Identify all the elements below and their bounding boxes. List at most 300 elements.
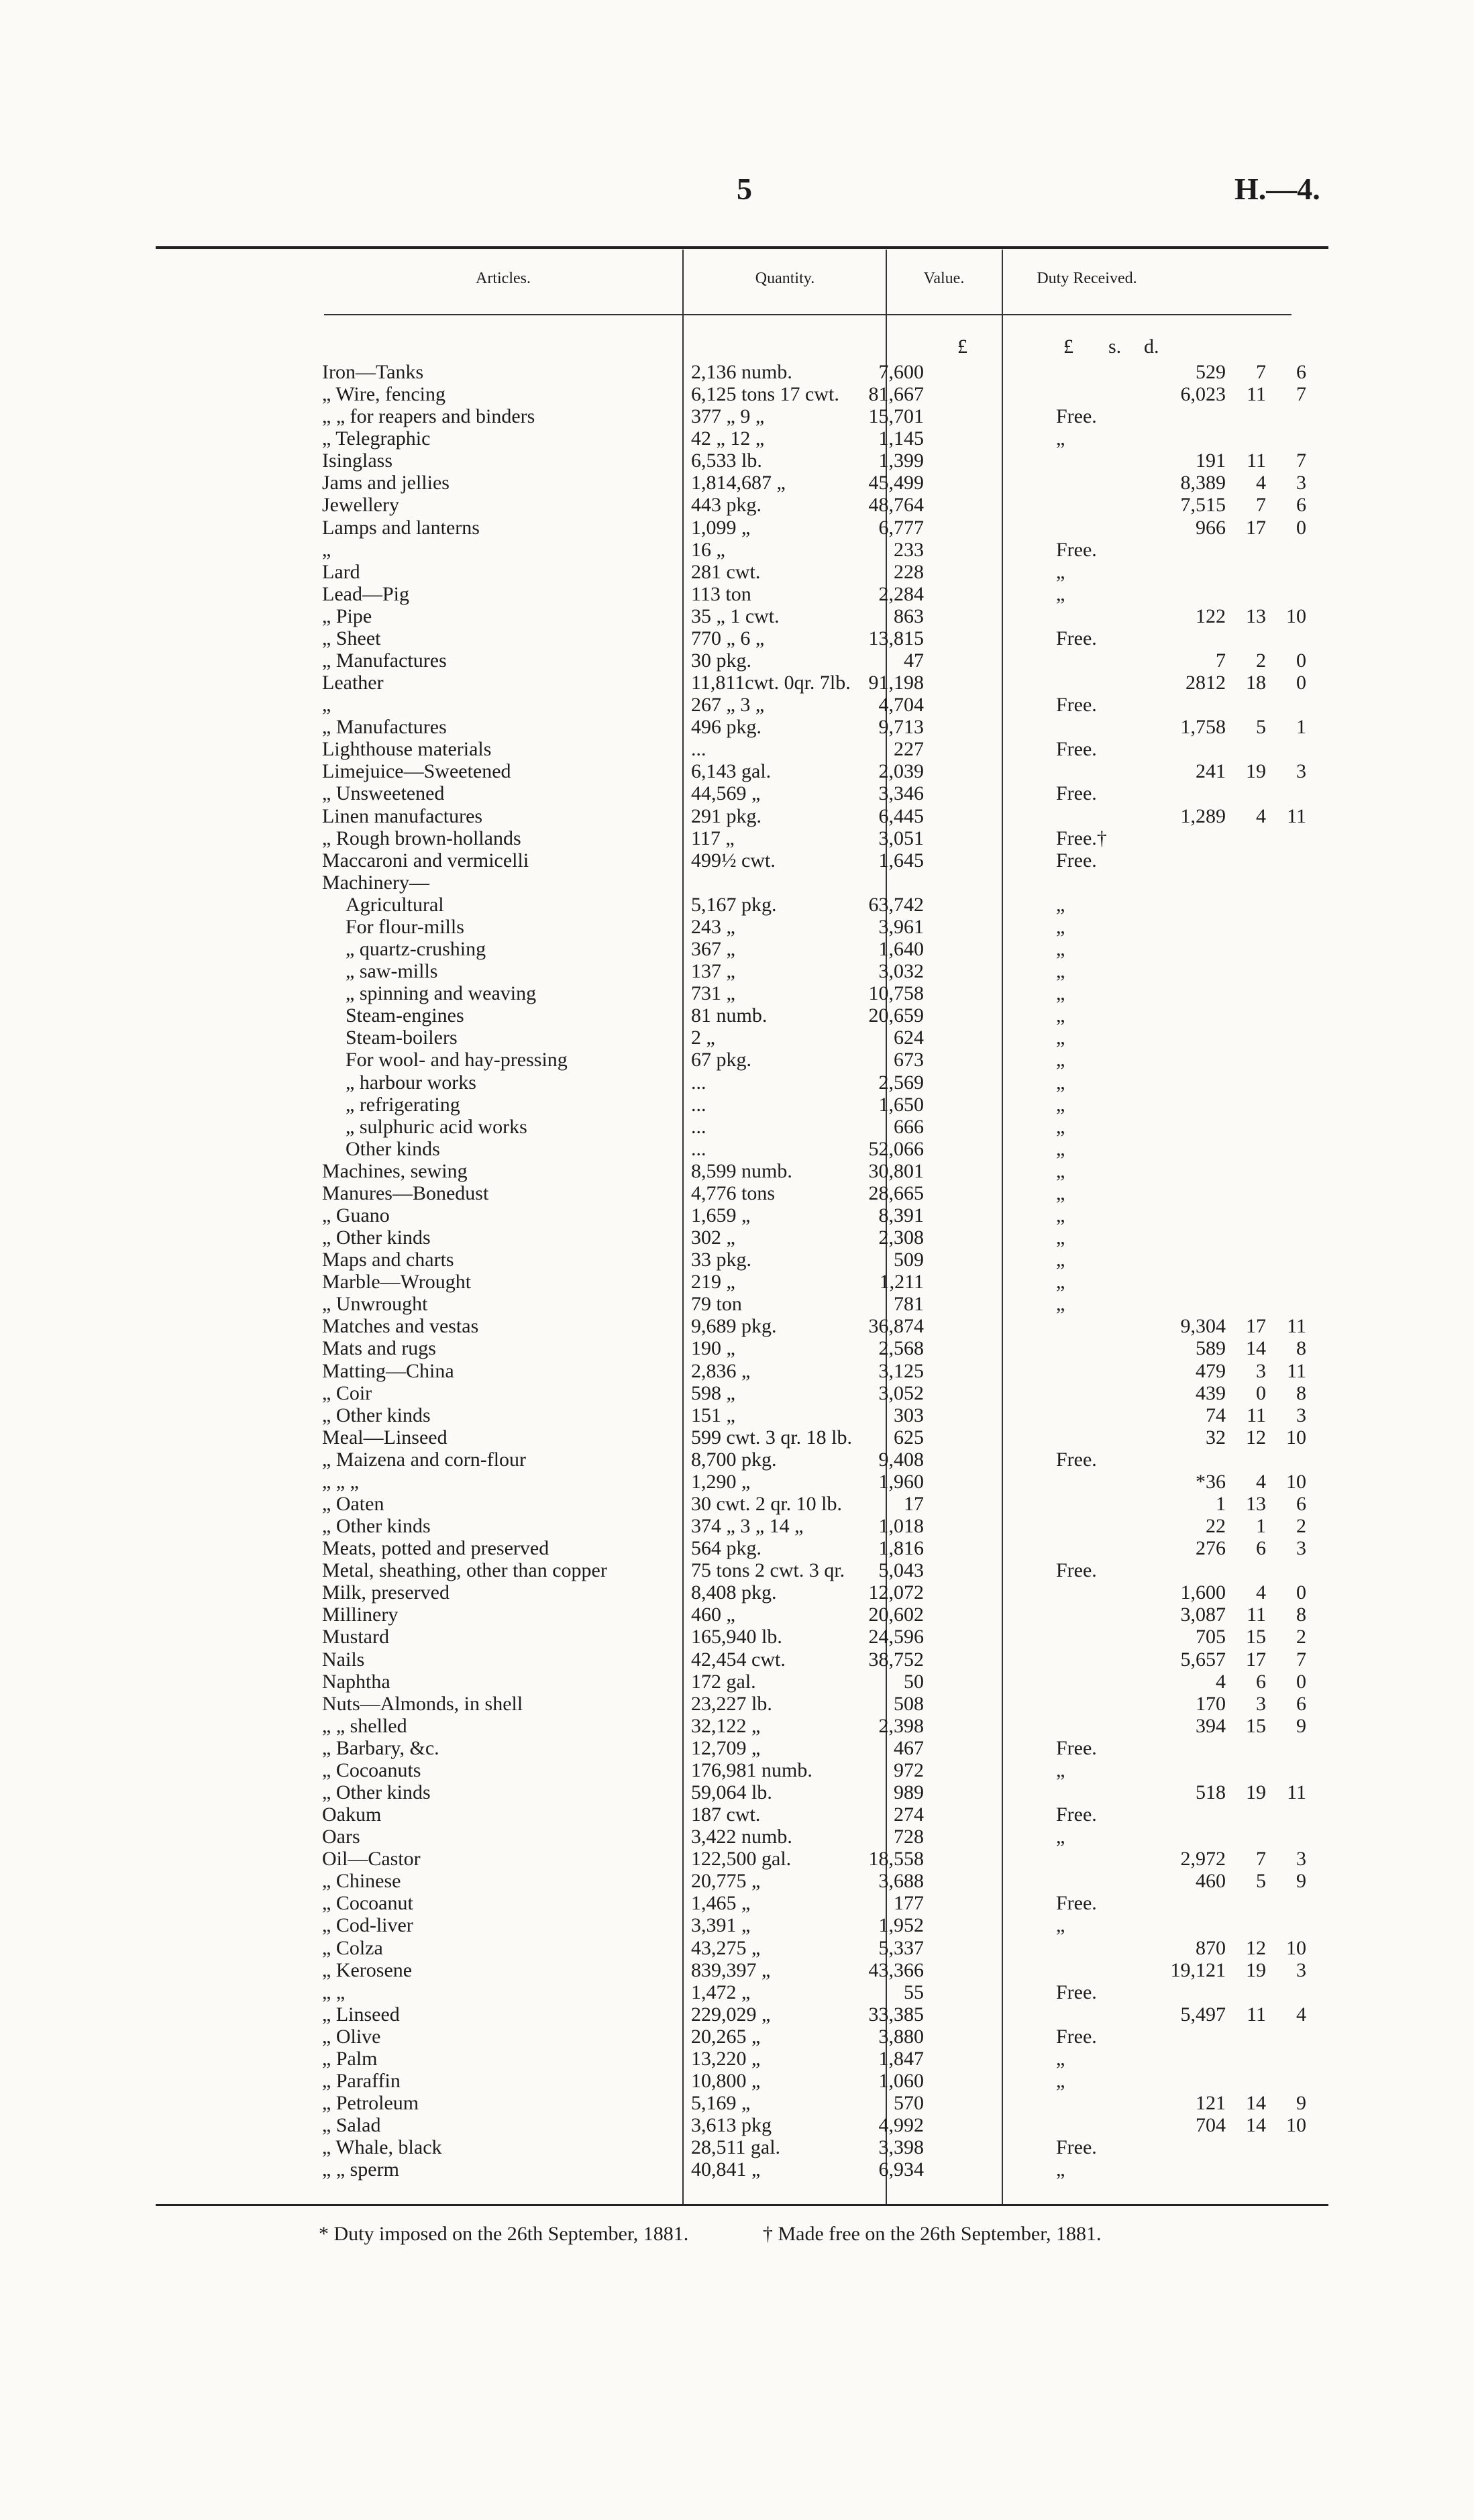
duty-pence: 0 xyxy=(1296,649,1306,672)
table-row xyxy=(0,1426,1474,1449)
value-cell: 48,764 xyxy=(868,494,924,517)
article-cell: Iron—Tanks xyxy=(322,361,424,383)
duty-cell xyxy=(1013,2114,1333,2136)
table-row xyxy=(0,938,1474,960)
table-row xyxy=(0,1404,1474,1426)
quantity-cell: 499½ cwt. xyxy=(691,849,776,872)
duty-pounds: 704 xyxy=(1196,2114,1226,2137)
duty-shillings: 15 xyxy=(1246,1714,1266,1737)
article-cell: Lard xyxy=(322,560,360,583)
duty-pounds: 22 xyxy=(1206,1515,1226,1538)
duty-cell xyxy=(1013,1626,1333,1648)
quantity-cell: 731 „ xyxy=(691,982,735,1005)
quantity-cell: 151 „ xyxy=(691,1404,735,1426)
quantity-cell: 460 „ xyxy=(691,1604,735,1626)
quantity-cell: 2 „ xyxy=(691,1027,715,1049)
value-cell: 2,568 xyxy=(878,1337,924,1360)
table-row xyxy=(0,782,1474,804)
article-cell: „ Salad xyxy=(322,2114,381,2137)
table-row xyxy=(0,405,1474,427)
duty-pence: 7 xyxy=(1296,383,1306,406)
duty-shillings: 14 xyxy=(1246,2092,1266,2115)
quantity-cell: 8,408 pkg. xyxy=(691,1581,777,1604)
duty-pounds: 966 xyxy=(1196,516,1226,539)
duty-shillings: 11 xyxy=(1247,1604,1266,1626)
quantity-cell: 1,659 „ xyxy=(691,1204,751,1226)
duty-note: Free. xyxy=(1056,1559,1097,1582)
article-cell: Limejuice—Sweetened xyxy=(322,760,511,783)
quantity-cell: 1,814,687 „ xyxy=(691,472,786,494)
duty-cell xyxy=(1013,716,1333,738)
header-underline xyxy=(324,314,1292,315)
article-cell: „ quartz-crushing xyxy=(346,938,486,961)
quantity-cell: 75 tons 2 cwt. 3 qr. xyxy=(691,1559,845,1582)
value-cell: 3,398 xyxy=(878,2136,924,2159)
article-cell: Mats and rugs xyxy=(322,1337,436,1360)
duty-pence: 10 xyxy=(1286,2114,1306,2137)
duty-cell xyxy=(1013,2003,1333,2026)
duty-note: „ xyxy=(1056,893,1065,916)
table-row xyxy=(0,1360,1474,1382)
value-cell: 15,701 xyxy=(868,405,924,428)
duty-cell xyxy=(1013,1404,1333,1426)
duty-pence: 7 xyxy=(1296,1648,1306,1671)
article-cell: Mustard xyxy=(322,1626,389,1648)
quantity-cell: 374 „ 3 „ 14 „ xyxy=(691,1515,804,1538)
unit-duty-pence: d. xyxy=(1144,335,1159,358)
quantity-cell: 1,465 „ xyxy=(691,1892,751,1915)
duty-pence: 1 xyxy=(1296,716,1306,739)
quantity-cell: 219 „ xyxy=(691,1271,735,1294)
duty-cell xyxy=(1013,1182,1333,1204)
table-row xyxy=(0,1914,1474,1936)
value-cell: 52,066 xyxy=(868,1137,924,1160)
article-cell: Lead—Pig xyxy=(322,582,409,605)
quantity-cell: 496 pkg. xyxy=(691,716,761,739)
article-cell: Isinglass xyxy=(322,450,392,472)
duty-shillings: 17 xyxy=(1246,1315,1266,1338)
table-row xyxy=(0,1759,1474,1781)
duty-shillings: 4 xyxy=(1256,1470,1266,1493)
table-row xyxy=(0,1049,1474,1071)
table-row xyxy=(0,605,1474,627)
article-cell: For flour-mills xyxy=(346,915,464,938)
table-row xyxy=(0,1182,1474,1204)
duty-note: „ xyxy=(1056,1071,1065,1094)
quantity-cell: 176,981 numb. xyxy=(691,1758,812,1781)
duty-note: „ xyxy=(1056,2070,1065,2093)
table-row xyxy=(0,1803,1474,1826)
table-row xyxy=(0,738,1474,760)
duty-pence: 6 xyxy=(1296,1492,1306,1515)
quantity-cell: 79 ton xyxy=(691,1293,742,1316)
duty-note: Free. xyxy=(1056,538,1097,561)
value-cell: 4,704 xyxy=(878,694,924,717)
article-cell: „ Paraffin xyxy=(322,2070,401,2093)
value-cell: 55 xyxy=(904,1981,924,2003)
duty-cell xyxy=(1013,1360,1333,1382)
duty-cell xyxy=(1013,894,1333,916)
value-cell: 467 xyxy=(894,1736,924,1759)
duty-pounds: 439 xyxy=(1196,1381,1226,1404)
duty-pence: 3 xyxy=(1296,1404,1306,1426)
duty-shillings: 7 xyxy=(1256,494,1266,517)
duty-note: „ xyxy=(1056,560,1065,583)
duty-shillings: 17 xyxy=(1246,516,1266,539)
quantity-cell: 30 pkg. xyxy=(691,649,751,672)
quantity-cell: 267 „ 3 „ xyxy=(691,694,765,717)
duty-pence: 6 xyxy=(1296,361,1306,383)
duty-cell xyxy=(1013,2048,1333,2070)
table-row xyxy=(0,472,1474,494)
quantity-cell: 40,841 „ xyxy=(691,2158,761,2181)
duty-cell xyxy=(1013,494,1333,516)
duty-note: „ xyxy=(1056,1027,1065,1049)
duty-pounds: 589 xyxy=(1196,1337,1226,1360)
table-row xyxy=(0,494,1474,516)
duty-cell xyxy=(1013,849,1333,872)
value-cell: 33,385 xyxy=(868,2003,924,2026)
table-row xyxy=(0,1204,1474,1226)
quantity-cell: 23,227 lb. xyxy=(691,1692,772,1715)
duty-pence: 10 xyxy=(1286,1470,1306,1493)
table-row xyxy=(0,872,1474,894)
quantity-cell: 281 cwt. xyxy=(691,560,761,583)
quantity-cell: 187 cwt. xyxy=(691,1803,761,1826)
duty-cell xyxy=(1013,427,1333,450)
article-cell: „ Guano xyxy=(322,1204,390,1226)
article-cell: Steam-engines xyxy=(346,1004,464,1027)
table-row xyxy=(0,1293,1474,1315)
article-cell: Millinery xyxy=(322,1604,399,1626)
article-cell: Meal—Linseed xyxy=(322,1426,448,1449)
duty-cell xyxy=(1013,1914,1333,1936)
article-cell: Marble—Wrought xyxy=(322,1271,472,1294)
duty-pence: 6 xyxy=(1296,1692,1306,1715)
duty-cell xyxy=(1013,1337,1333,1359)
value-cell: 24,596 xyxy=(868,1626,924,1648)
value-cell: 13,815 xyxy=(868,627,924,649)
duty-cell xyxy=(1013,1249,1333,1271)
value-cell: 570 xyxy=(894,2092,924,2115)
duty-cell xyxy=(1013,1981,1333,2003)
duty-note: „ xyxy=(1056,2047,1065,2070)
duty-cell xyxy=(1013,361,1333,383)
duty-pounds: 121 xyxy=(1196,2092,1226,2115)
quantity-cell: 3,613 pkg xyxy=(691,2114,772,2137)
table-row xyxy=(0,716,1474,738)
duty-cell xyxy=(1013,2026,1333,2048)
duty-cell xyxy=(1013,1004,1333,1027)
value-cell: 1,211 xyxy=(879,1271,924,1294)
duty-pence: 3 xyxy=(1296,1958,1306,1981)
footnote-duty-imposed: * Duty imposed on the 26th September, 1881. xyxy=(319,2223,689,2245)
duty-note: Free. xyxy=(1056,405,1097,428)
value-cell: 509 xyxy=(894,1249,924,1271)
article-cell: „ „ xyxy=(322,1981,346,2003)
quantity-cell: 1,099 „ xyxy=(691,516,751,539)
unit-duty-pounds: £ xyxy=(1063,335,1073,358)
value-cell: 3,961 xyxy=(878,915,924,938)
duty-pounds: 8,389 xyxy=(1180,472,1226,494)
table-row xyxy=(0,1848,1474,1870)
duty-pence: 9 xyxy=(1296,1714,1306,1737)
quantity-cell: 122,500 gal. xyxy=(691,1848,792,1871)
duty-pence: 9 xyxy=(1296,1870,1306,1893)
duty-shillings: 4 xyxy=(1256,1581,1266,1604)
article-cell: Agricultural xyxy=(346,893,444,916)
duty-pounds: 1,600 xyxy=(1180,1581,1226,1604)
article-cell: „ harbour works xyxy=(346,1071,476,1094)
table-row xyxy=(0,1160,1474,1182)
duty-cell xyxy=(1013,805,1333,827)
table-row xyxy=(0,894,1474,916)
quantity-cell: 42 „ 12 „ xyxy=(691,427,765,450)
column-header-duty: Duty Received. xyxy=(1037,270,1137,287)
duty-note: Free. xyxy=(1056,1981,1097,2003)
duty-note: „ xyxy=(1056,1204,1065,1226)
value-cell: 2,398 xyxy=(878,1714,924,1737)
value-cell: 63,742 xyxy=(868,893,924,916)
quantity-cell: 291 pkg. xyxy=(691,804,761,827)
duty-shillings: 14 xyxy=(1246,1337,1266,1360)
duty-cell xyxy=(1013,1116,1333,1138)
duty-pence: 3 xyxy=(1296,1537,1306,1560)
article-cell: „ Cod-liver xyxy=(322,1914,413,1937)
table-row xyxy=(0,1471,1474,1493)
value-cell: 12,072 xyxy=(868,1581,924,1604)
duty-note: Free. xyxy=(1056,1892,1097,1915)
quantity-cell: 35 „ 1 cwt. xyxy=(691,605,780,627)
article-cell: „ Colza xyxy=(322,1936,383,1959)
article-cell: „ Maizena and corn-flour xyxy=(322,1448,527,1471)
article-cell: Maps and charts xyxy=(322,1249,454,1271)
duty-pounds: 5,497 xyxy=(1180,2003,1226,2026)
duty-shillings: 3 xyxy=(1256,1692,1266,1715)
duty-pounds: 529 xyxy=(1196,361,1226,383)
duty-shillings: 11 xyxy=(1247,2003,1266,2026)
duty-note: „ xyxy=(1056,1093,1065,1116)
article-cell: „ spinning and weaving xyxy=(346,982,537,1005)
quantity-cell: 229,029 „ xyxy=(691,2003,771,2026)
table-row xyxy=(0,849,1474,872)
article-cell: „ Sheet xyxy=(322,627,381,649)
duty-pounds: 9,304 xyxy=(1180,1315,1226,1338)
duty-note: „ xyxy=(1056,1137,1065,1160)
duty-pounds: 5,657 xyxy=(1180,1648,1226,1671)
duty-pence: 10 xyxy=(1286,605,1306,627)
article-cell: „ saw-mills xyxy=(346,960,438,983)
article-cell: Jewellery xyxy=(322,494,399,517)
duty-cell xyxy=(1013,1204,1333,1226)
quantity-cell: 30 cwt. 2 qr. 10 lb. xyxy=(691,1492,842,1515)
duty-shillings: 17 xyxy=(1246,1648,1266,1671)
duty-note: „ xyxy=(1056,1226,1065,1249)
duty-cell xyxy=(1013,782,1333,804)
duty-note: „ xyxy=(1056,1271,1065,1294)
duty-note: Free. xyxy=(1056,782,1097,805)
duty-note: „ xyxy=(1056,2158,1065,2181)
duty-note: „ xyxy=(1056,1293,1065,1316)
value-cell: 1,145 xyxy=(878,427,924,450)
article-cell: „ Petroleum xyxy=(322,2092,419,2115)
quantity-cell: 5,169 „ xyxy=(691,2092,751,2115)
quantity-cell: 2,136 numb. xyxy=(691,361,792,383)
article-cell: „ Coir xyxy=(322,1381,372,1404)
table-row xyxy=(0,2003,1474,2026)
duty-pounds: 170 xyxy=(1196,1692,1226,1715)
duty-note: „ xyxy=(1056,1115,1065,1138)
quantity-cell: 10,800 „ xyxy=(691,2070,761,2093)
article-cell: Other kinds xyxy=(346,1137,440,1160)
duty-note: „ xyxy=(1056,1049,1065,1071)
duty-pounds: 2812 xyxy=(1186,672,1226,694)
duty-pence: 4 xyxy=(1296,2003,1306,2026)
duty-cell xyxy=(1013,1226,1333,1249)
article-cell: „ Manufactures xyxy=(322,649,447,672)
article-cell: Matting—China xyxy=(322,1359,454,1382)
article-cell: „ Other kinds xyxy=(322,1781,431,1803)
duty-cell xyxy=(1013,1604,1333,1626)
table-row xyxy=(0,2092,1474,2114)
duty-cell xyxy=(1013,827,1333,849)
article-cell: Meats, potted and preserved xyxy=(322,1537,549,1560)
quantity-cell: 302 „ xyxy=(691,1226,735,1249)
duty-pence: 0 xyxy=(1296,1581,1306,1604)
duty-note: „ xyxy=(1056,582,1065,605)
duty-pounds: 19,121 xyxy=(1170,1958,1226,1981)
value-cell: 666 xyxy=(894,1115,924,1138)
duty-pounds: 518 xyxy=(1196,1781,1226,1803)
duty-cell xyxy=(1013,738,1333,760)
duty-shillings: 19 xyxy=(1246,1781,1266,1803)
table-row xyxy=(0,1094,1474,1116)
article-cell: „ „ „ xyxy=(322,1470,359,1493)
article-cell: „ „ sperm xyxy=(322,2158,399,2181)
duty-shillings: 11 xyxy=(1247,450,1266,472)
duty-cell xyxy=(1013,649,1333,672)
table-row xyxy=(0,2158,1474,2181)
duty-cell xyxy=(1013,1027,1333,1049)
quantity-cell: 9,689 pkg. xyxy=(691,1315,777,1338)
duty-pence: 11 xyxy=(1287,1781,1306,1803)
article-cell: „ xyxy=(322,694,331,717)
article-cell: Machines, sewing xyxy=(322,1159,468,1182)
duty-shillings: 2 xyxy=(1256,649,1266,672)
quantity-cell: 81 numb. xyxy=(691,1004,768,1027)
value-cell: 4,992 xyxy=(878,2114,924,2137)
duty-pence: 3 xyxy=(1296,760,1306,783)
duty-pounds: 870 xyxy=(1196,1936,1226,1959)
duty-pounds: 460 xyxy=(1196,1870,1226,1893)
duty-note: Free. xyxy=(1056,1448,1097,1471)
duty-note: Free. xyxy=(1056,694,1097,717)
quantity-cell: 20,265 „ xyxy=(691,2025,761,2048)
value-cell: 1,018 xyxy=(878,1515,924,1538)
duty-cell xyxy=(1013,1892,1333,1914)
table-row xyxy=(0,1737,1474,1759)
table-row xyxy=(0,2114,1474,2136)
duty-cell xyxy=(1013,1382,1333,1404)
table-row xyxy=(0,2026,1474,2048)
value-cell: 2,039 xyxy=(878,760,924,783)
column-header-articles: Articles. xyxy=(476,270,531,287)
duty-note: „ xyxy=(1056,1826,1065,1848)
table-row xyxy=(0,1693,1474,1715)
table-row xyxy=(0,1004,1474,1027)
table-row xyxy=(0,1271,1474,1293)
quantity-cell: 5,167 pkg. xyxy=(691,893,777,916)
table-row xyxy=(0,982,1474,1004)
article-cell: „ Whale, black xyxy=(322,2136,442,2159)
duty-note: „ xyxy=(1056,1914,1065,1937)
article-cell: Oil—Castor xyxy=(322,1848,421,1871)
imports-table xyxy=(0,361,1474,2181)
table-row xyxy=(0,627,1474,649)
value-cell: 45,499 xyxy=(868,472,924,494)
article-cell: „ Wire, fencing xyxy=(322,383,445,406)
duty-shillings: 7 xyxy=(1256,1848,1266,1871)
duty-pounds: 276 xyxy=(1196,1537,1226,1560)
quantity-cell: 3,391 „ xyxy=(691,1914,751,1937)
value-cell: 274 xyxy=(894,1803,924,1826)
quantity-cell: 839,397 „ xyxy=(691,1958,771,1981)
quantity-cell: 190 „ xyxy=(691,1337,735,1360)
quantity-cell: ... xyxy=(691,1137,706,1160)
duty-pounds: 394 xyxy=(1196,1714,1226,1737)
value-cell: 30,801 xyxy=(868,1159,924,1182)
duty-shillings: 4 xyxy=(1256,472,1266,494)
quantity-cell: 33 pkg. xyxy=(691,1249,751,1271)
article-cell: „ Other kinds xyxy=(322,1515,431,1538)
value-cell: 233 xyxy=(894,538,924,561)
quantity-cell: 564 pkg. xyxy=(691,1537,761,1560)
duty-shillings: 7 xyxy=(1256,361,1266,383)
value-cell: 28,665 xyxy=(868,1182,924,1204)
value-cell: 18,558 xyxy=(868,1848,924,1871)
article-cell: Metal, sheathing, other than copper xyxy=(322,1559,607,1582)
duty-shillings: 3 xyxy=(1256,1359,1266,1382)
value-cell: 781 xyxy=(894,1293,924,1316)
quantity-cell: 8,700 pkg. xyxy=(691,1448,777,1471)
duty-note: „ xyxy=(1056,982,1065,1005)
duty-shillings: 4 xyxy=(1256,804,1266,827)
table-row xyxy=(0,1781,1474,1803)
duty-cell xyxy=(1013,2136,1333,2158)
duty-cell xyxy=(1013,1559,1333,1581)
duty-cell xyxy=(1013,605,1333,627)
duty-cell xyxy=(1013,938,1333,960)
duty-cell xyxy=(1013,1537,1333,1559)
article-cell: „ Palm xyxy=(322,2047,378,2070)
article-cell: „ Other kinds xyxy=(322,1226,431,1249)
quantity-cell: 113 ton xyxy=(691,582,751,605)
value-cell: 81,667 xyxy=(868,383,924,406)
value-cell: 1,650 xyxy=(878,1093,924,1116)
quantity-cell: 6,533 lb. xyxy=(691,450,762,472)
article-cell: „ sulphuric acid works xyxy=(346,1115,527,1138)
table-row xyxy=(0,1981,1474,2003)
duty-shillings: 6 xyxy=(1256,1537,1266,1560)
top-rule xyxy=(156,246,1328,249)
value-cell: 6,934 xyxy=(878,2158,924,2181)
quantity-cell: 6,143 gal. xyxy=(691,760,772,783)
footnote-made-free: † Made free on the 26th September, 1881. xyxy=(763,2223,1102,2245)
table-row xyxy=(0,1626,1474,1648)
duty-cell xyxy=(1013,1426,1333,1449)
article-cell: „ Oaten xyxy=(322,1492,384,1515)
quantity-cell: 770 „ 6 „ xyxy=(691,627,765,649)
